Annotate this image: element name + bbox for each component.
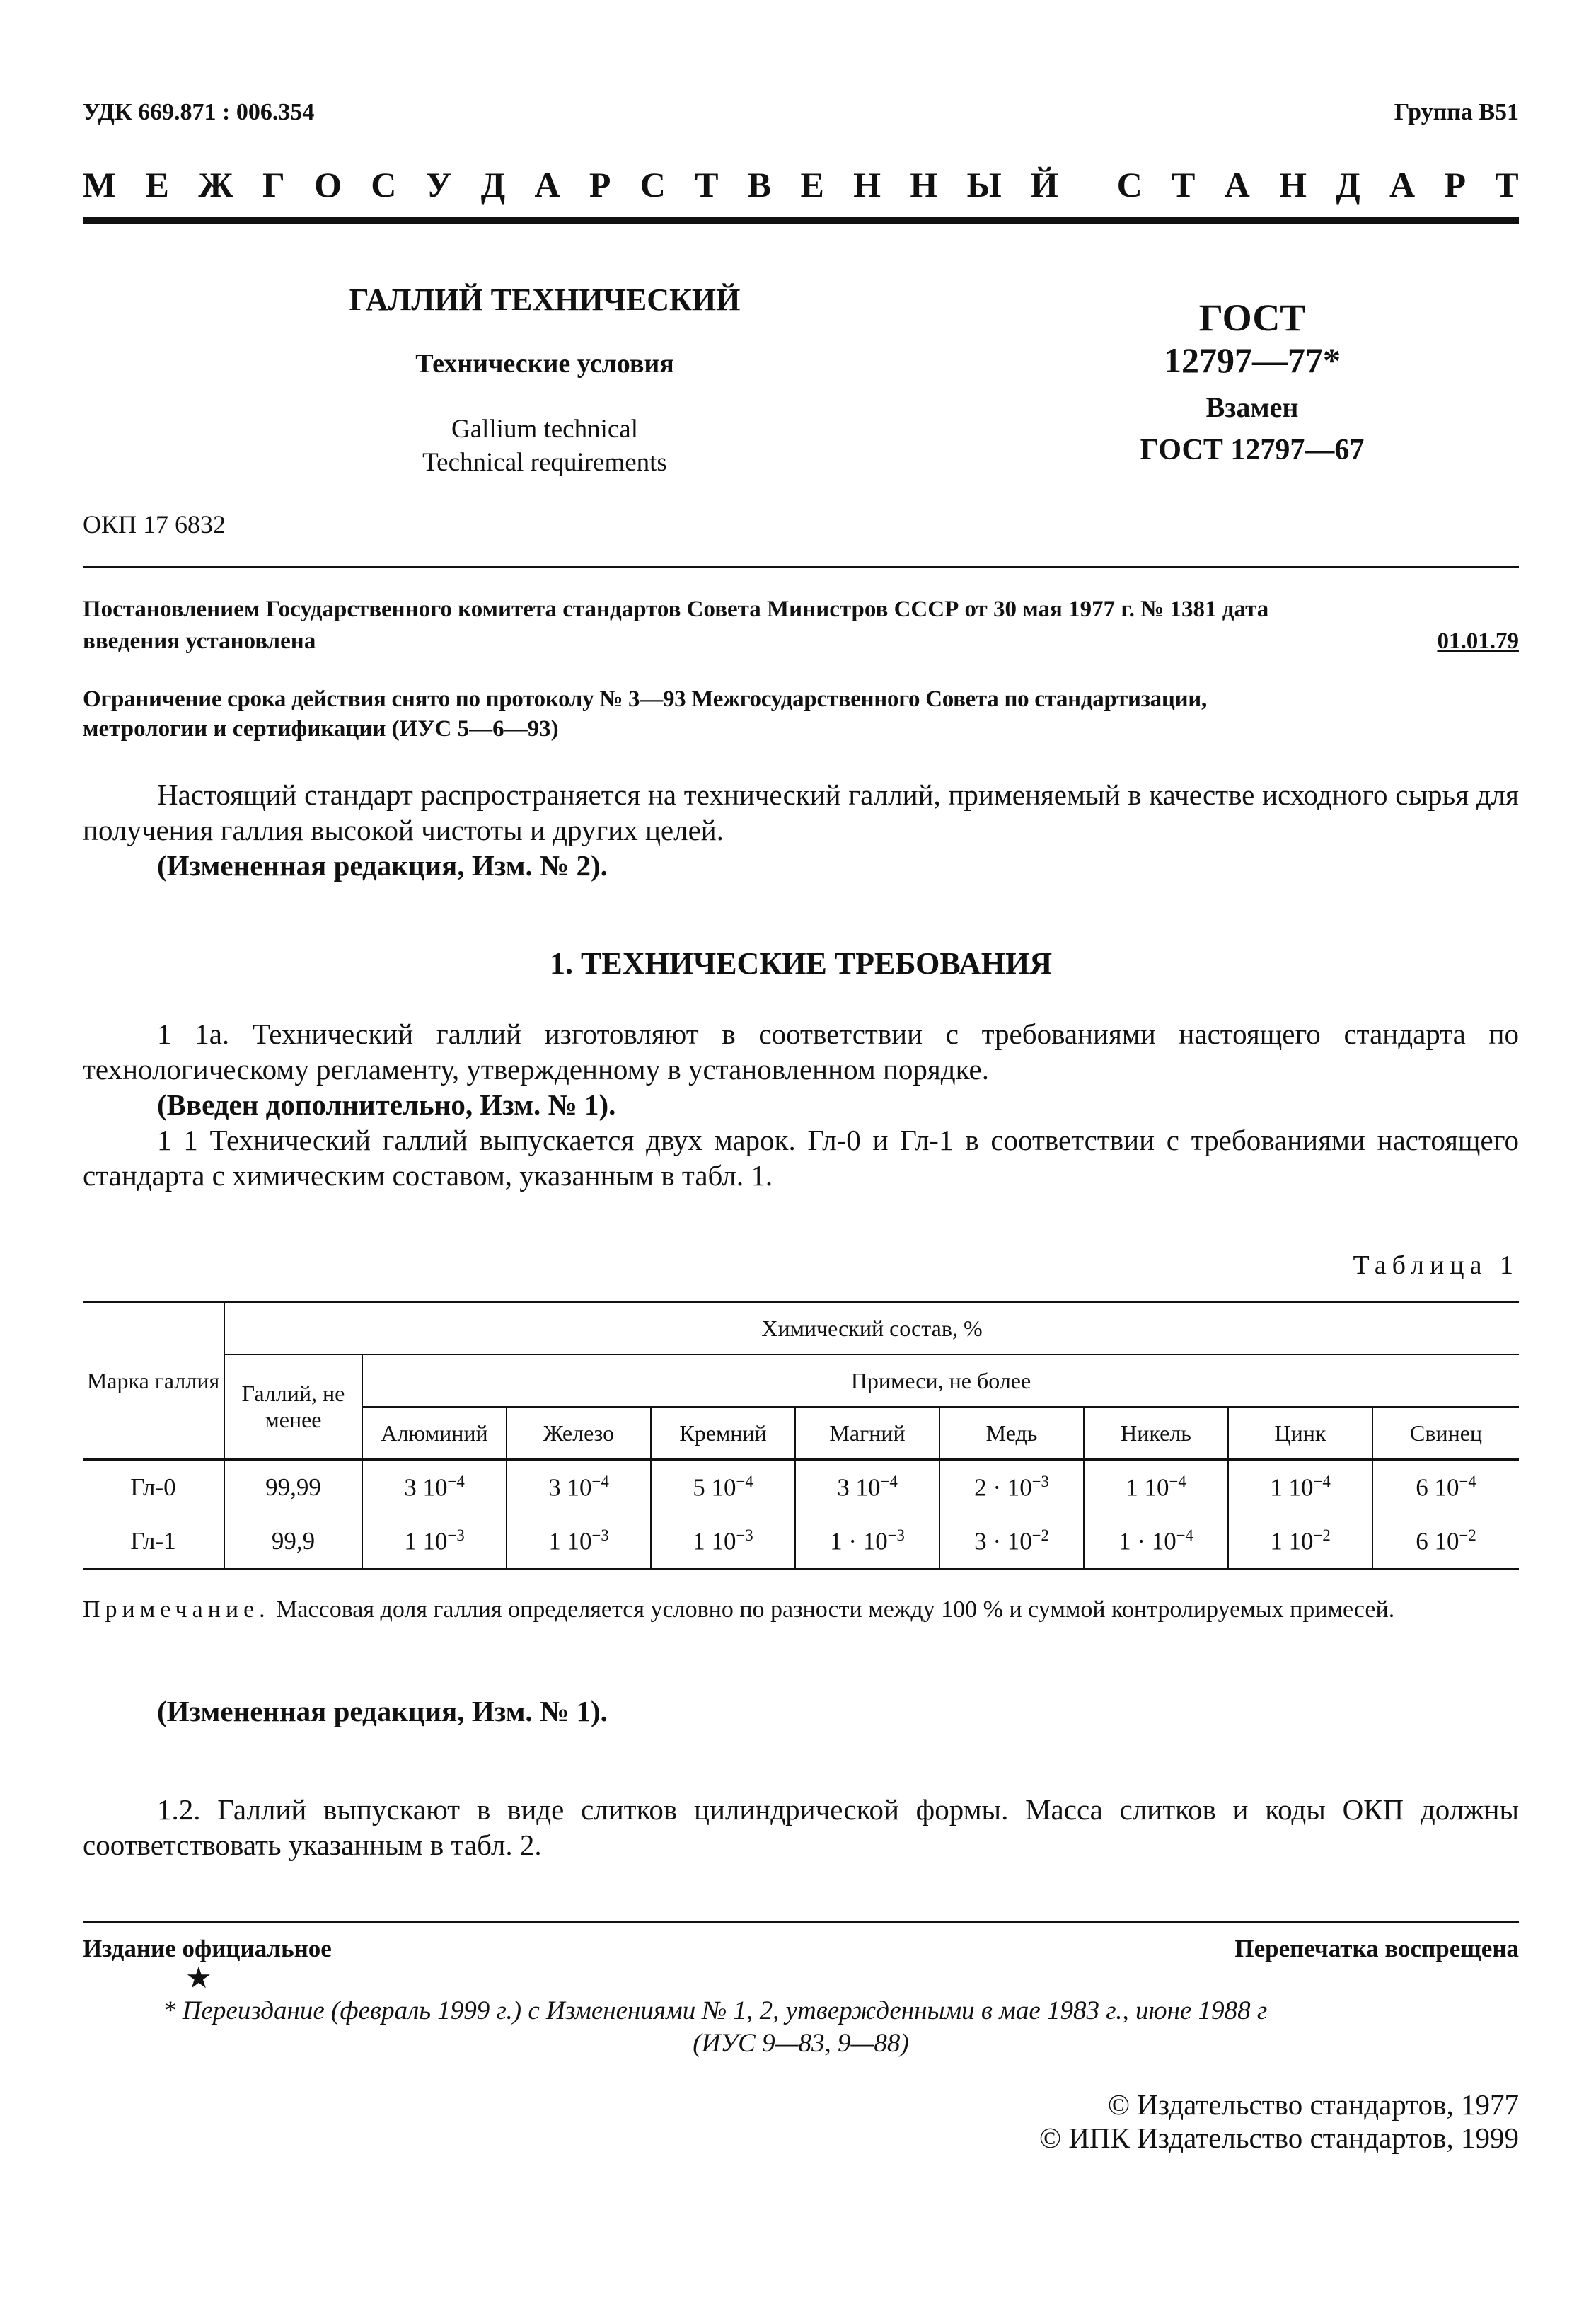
value-separator <box>561 1528 567 1555</box>
heading-letter: О <box>314 165 342 205</box>
cell-impurity-value: 3 $10^{-4}$ <box>507 1460 651 1515</box>
header-impurity-1: Железо <box>507 1407 651 1460</box>
heading-letter: Н <box>853 165 881 205</box>
decree-line2: введения установлена <box>83 628 316 654</box>
heading-letter: Р <box>1444 165 1466 205</box>
value-exponent: −3 <box>887 1526 905 1545</box>
value-exponent: −4 <box>736 1473 753 1491</box>
limit-line2: метрологии и сертификации (ИУС 5—6—93) <box>83 716 559 742</box>
intro-paragraph: Настоящий стандарт распространяется на технический галлий, применяемый в качестве исходного сырья для получения галлия высокой чистоты и других целей. <box>83 778 1519 846</box>
heading-letter: С <box>371 165 397 205</box>
header-impurity-4: Медь <box>939 1407 1084 1460</box>
decree-date: 01.01.79 <box>1437 628 1519 654</box>
value-exponent: −3 <box>447 1526 465 1545</box>
heading-letter: Т <box>695 165 719 205</box>
table1-amendment: (Измененная редакция, Изм. № 1). <box>157 1695 608 1727</box>
cell-impurity-value: 3 $10^{-4}$ <box>362 1460 507 1515</box>
cell-impurity-value: $1 \cdot 10^{-4}$ <box>1084 1514 1228 1570</box>
footer-rule <box>83 1921 1519 1923</box>
table1-caption: Таблица 1 <box>1353 1250 1519 1280</box>
heading-letter: С <box>1116 165 1143 205</box>
value-separator <box>561 1474 567 1502</box>
header-chem-composition: Химический состав, % <box>224 1302 1519 1355</box>
value-mantissa: 1 <box>1270 1473 1283 1502</box>
reprint-prohibited: Перепечатка воспрещена <box>1234 1935 1519 1962</box>
paragraph-1-1a-amendment: (Введен дополнительно, Изм. № 1). <box>157 1088 616 1121</box>
heading-letter: Ы <box>966 165 1002 205</box>
cell-impurity-value: 3 $10^{-4}$ <box>795 1460 939 1515</box>
value-separator <box>417 1474 423 1502</box>
cell-gallium: 99,9 <box>224 1514 362 1570</box>
note-text: Массовая доля галлия определяется условно по разности между 100 % и суммой контролируемых примесей. <box>276 1596 1395 1623</box>
table1 <box>83 1301 1519 1570</box>
note-label: Примечание. <box>83 1596 270 1623</box>
cell-impurity-value: 1 $10^{-4}$ <box>1228 1460 1372 1515</box>
value-mantissa: 6 <box>1416 1527 1428 1555</box>
heading-letter: Н <box>1279 165 1307 205</box>
header-impurity-3: Магний <box>795 1407 939 1460</box>
heading-letter: А <box>534 165 560 205</box>
value-mantissa: 1 <box>1270 1527 1283 1555</box>
cell-impurity-value: 1 $10^{-4}$ <box>1084 1460 1228 1515</box>
heading-letter: В <box>747 165 772 205</box>
replaces-number: ГОСТ 12797—67 <box>1140 434 1365 466</box>
heading-letter: М <box>83 165 117 205</box>
subtitle-ru: Технические условия <box>415 349 674 379</box>
section-heading: 1. ТЕХНИЧЕСКИЕ ТРЕБОВАНИЯ <box>550 946 1052 981</box>
subtitle-en: Technical requirements <box>422 448 667 477</box>
value-separator: · <box>842 1527 863 1555</box>
value-mantissa: 2 <box>974 1473 987 1502</box>
value-exponent: −4 <box>880 1473 898 1491</box>
heading-letter: Й <box>1031 165 1058 205</box>
paragraph-1-2: 1.2. Галлий выпускают в виде слитков цилиндрической формы. Масса слитков и коды ОКП должны соответствовать указанным в табл. 2. <box>83 1793 1519 1861</box>
heading-letter: А <box>1224 165 1250 205</box>
value-mantissa: 1 <box>404 1527 417 1555</box>
cell-grade: Гл-0 <box>83 1460 224 1515</box>
value-exponent: −2 <box>1313 1526 1331 1545</box>
gost-label: ГОСТ <box>1198 297 1306 339</box>
value-separator <box>705 1474 712 1502</box>
okp-code: ОКП 17 6832 <box>83 510 226 539</box>
cell-impurity-value: $1 \cdot 10^{-3}$ <box>795 1514 939 1570</box>
official-edition: Издание официальное <box>83 1935 332 1962</box>
value-exponent: −3 <box>736 1526 753 1545</box>
title-ru: ГАЛЛИЙ ТЕХНИЧЕСКИЙ <box>349 282 741 317</box>
header-impurity-5: Никель <box>1084 1407 1228 1460</box>
reissue-line1: * Переиздание (февраль 1999 г.) с Изменениями № 1, 2, утвержденными в мае 1983 г., июне 1988 г <box>163 1996 1268 2025</box>
value-separator <box>1428 1528 1435 1555</box>
paragraph-1-1: 1 1 Технический галлий выпускается двух марок. Гл-0 и Гл-1 в соответствии с требованиями настоящего стандарта с химическим составом, указанным в табл. 1. <box>83 1124 1519 1192</box>
value-separator <box>1283 1528 1289 1555</box>
title-rule <box>83 566 1519 568</box>
value-exponent: −3 <box>1031 1473 1049 1491</box>
value-exponent: −4 <box>1169 1473 1186 1491</box>
heading-letter: Т <box>1171 165 1196 205</box>
limit-line1: Ограничение срока действия снято по протоколу № 3—93 Межгосударственного Совета по стандартизации, <box>83 686 1207 712</box>
value-mantissa: 1 <box>830 1527 843 1555</box>
value-separator: · <box>1130 1527 1152 1555</box>
heading-letter: Ж <box>198 165 233 205</box>
value-exponent: −3 <box>591 1526 609 1545</box>
value-separator <box>417 1528 423 1555</box>
value-exponent: −2 <box>1459 1526 1476 1545</box>
gost-number: 12797—77* <box>1164 340 1341 380</box>
header-gallium: Галлий, не менее <box>224 1354 362 1460</box>
header-impurity-7: Свинец <box>1372 1407 1519 1460</box>
header-grade: Марка галлия <box>83 1302 224 1460</box>
heading-letter: Т <box>1495 165 1519 205</box>
table1-note <box>83 1594 1519 1625</box>
decree-line1: Постановлением Государственного комитета стандартов Совета Министров СССР от 30 мая 1977 г. № 1381 дата <box>83 597 1269 622</box>
cell-grade: Гл-1 <box>83 1514 224 1570</box>
value-mantissa: 1 <box>1118 1527 1131 1555</box>
value-separator <box>1283 1474 1289 1502</box>
heading-letter: Е <box>145 165 169 205</box>
paragraph-1-1a: 1 1а. Технический галлий изготовляют в соответствии с требованиями настоящего стандарта по технологическому регламенту, утвержденному в установленном порядке. <box>83 1018 1519 1086</box>
value-mantissa: 3 <box>974 1527 987 1555</box>
header-impurity-2: Кремний <box>651 1407 795 1460</box>
cell-impurity-value: 1 $10^{-2}$ <box>1228 1514 1372 1570</box>
value-exponent: −4 <box>591 1473 609 1491</box>
heading-letter: С <box>640 165 666 205</box>
value-mantissa: 1 <box>1126 1473 1138 1502</box>
heading-letter: Е <box>800 165 824 205</box>
value-mantissa: 3 <box>548 1473 561 1502</box>
heading-letter: У <box>425 165 452 205</box>
value-mantissa: 1 <box>693 1527 705 1555</box>
header-impurities: Примеси, не более <box>362 1354 1519 1407</box>
cell-impurity-value: 6 $10^{-2}$ <box>1372 1514 1519 1570</box>
cell-impurity-value: 1 $10^{-3}$ <box>651 1514 795 1570</box>
value-separator <box>850 1474 856 1502</box>
cell-impurity-value: 1 $10^{-3}$ <box>362 1514 507 1570</box>
value-mantissa: 3 <box>837 1473 850 1502</box>
heading-letter: Н <box>910 165 938 205</box>
heading-letter: Г <box>262 165 285 205</box>
header-rule <box>83 217 1519 224</box>
value-exponent: −4 <box>1313 1473 1331 1491</box>
copyright-1999: © ИПК Издательство стандартов, 1999 <box>1039 2122 1519 2154</box>
star-icon: ★ <box>185 1962 212 1995</box>
value-mantissa: 5 <box>693 1473 705 1502</box>
title-en: Gallium technical <box>451 415 639 444</box>
value-separator: · <box>986 1527 1007 1555</box>
heading-letter: Д <box>1336 165 1360 205</box>
value-mantissa: 3 <box>404 1473 417 1502</box>
cell-gallium: 99,99 <box>224 1460 362 1515</box>
cell-impurity-value: $2 \cdot 10^{-3}$ <box>939 1460 1084 1515</box>
value-mantissa: 1 <box>548 1527 561 1555</box>
cell-impurity-value: $3 \cdot 10^{-2}$ <box>939 1514 1084 1570</box>
value-separator <box>1138 1474 1145 1502</box>
value-separator: · <box>986 1473 1007 1502</box>
standard-type-heading <box>83 164 1519 205</box>
intro-amendment: (Измененная редакция, Изм. № 2). <box>157 849 608 882</box>
value-exponent: −4 <box>1176 1526 1193 1545</box>
cell-impurity-value: 6 $10^{-4}$ <box>1372 1460 1519 1515</box>
value-mantissa: 6 <box>1416 1473 1428 1502</box>
value-exponent: −4 <box>447 1473 465 1491</box>
group-code: Группа В51 <box>1394 99 1519 125</box>
reissue-line2: (ИУС 9—83, 9—88) <box>693 2029 909 2058</box>
heading-letter: А <box>1389 165 1416 205</box>
heading-letter: Д <box>480 165 506 205</box>
udk-code: УДК 669.871 : 006.354 <box>83 99 315 125</box>
cell-impurity-value: 1 $10^{-3}$ <box>507 1514 651 1570</box>
heading-letter: Р <box>589 165 611 205</box>
value-exponent: −2 <box>1031 1526 1049 1545</box>
replaces-label: Взамен <box>1205 391 1299 423</box>
cell-impurity-value: 5 $10^{-4}$ <box>651 1460 795 1515</box>
value-separator <box>705 1528 712 1555</box>
header-impurity-6: Цинк <box>1228 1407 1372 1460</box>
copyright-1977: © Издательство стандартов, 1977 <box>1107 2088 1519 2121</box>
value-exponent: −4 <box>1459 1473 1476 1491</box>
value-separator <box>1428 1474 1435 1502</box>
header-impurity-0: Алюминий <box>362 1407 507 1460</box>
